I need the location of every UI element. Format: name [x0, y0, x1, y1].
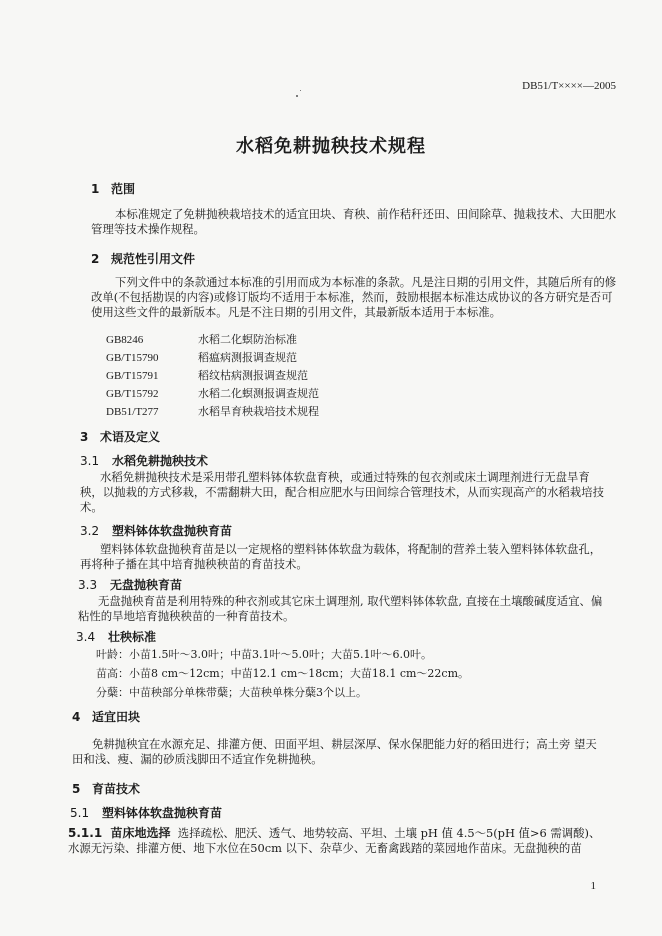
section-heading-2: 2 规范性引用文件	[91, 252, 196, 266]
subsection-3-3-paragraph: 无盘抛秧育苗是利用特殊的种衣剂或其它床土调理剂, 取代塑料钵体软盘, 直接在土壤酸碱度适宜、偏粘性的旱地培育抛秧秧苗的一种育苗技术。	[78, 594, 603, 623]
scan-speck	[300, 90, 301, 91]
scan-speck	[296, 95, 298, 97]
reference-item: GB/T15792 水稻二化螟测报调查规范	[106, 387, 319, 400]
subsection-3-1-paragraph: 水稻免耕抛秧技术是采用带孔塑料钵体软盘育秧，或通过特殊的包衣剂或床土调理剂进行无盘旱育秧，以抛栽的方式移栽，不需翻耕大田，配合相应肥水与田间综合管理技术，从而实现高产的水稻栽培技术。	[80, 470, 604, 514]
section-4-paragraph: 免耕抛秧宜在水源充足、排灌方便、田面平坦、耕层深厚、保水保肥能力好的稻田进行；高土旁 望天田和浅、瘦、漏的砂质浅脚田不适宜作免耕抛秧。	[72, 737, 597, 766]
reference-item: GB8246 水稻二化螟防治标准	[106, 333, 297, 346]
subsection-heading-3-1: 3.1 水稻免耕抛秧技术	[80, 454, 209, 468]
subsection-heading-3-3: 3.3 无盘抛秧育苗	[78, 578, 183, 592]
reference-item: GB/T15791 稻纹枯病测报调查规范	[106, 369, 308, 382]
subsection-heading-3-2: 3.2 塑料钵体软盘抛秧育苗	[80, 524, 233, 538]
subsection-heading-3-4: 3.4 壮秧标准	[76, 630, 157, 644]
document-id: DB51/T××××—2005	[522, 80, 616, 92]
section-2-paragraph: 下列文件中的条款通过本标准的引用而成为本标准的条款。凡是注日期的引用文件，其随后所有的修改单(不包括勘误的内容)或修订版均不适用于本标准，然而，鼓励根据本标准达成协议的各方研究是否可使用这些文件的最新版本。凡是不注日期的引用文件，其最新版本适用于本标准。	[91, 275, 617, 319]
page-title: 水稻免耕抛秧技术规程	[236, 136, 426, 157]
section-1-paragraph: 本标准规定了免耕抛秧栽培技术的适宜田块、育秧、前作秸秆还田、田间除草、抛栽技术、大田肥水管理等技术操作规程。	[91, 207, 617, 236]
subsection-3-2-paragraph: 塑料钵体软盘抛秧育苗是以一定规格的塑料钵体软盘为载体，将配制的营养土装入塑料钵体软盘孔，再将种子播在其中培育抛秧秧苗的育苗技术。	[80, 542, 602, 571]
subsection-heading-5-1: 5.1 塑料钵体软盘抛秧育苗	[70, 806, 223, 820]
subsection-heading-5-1-1: 5.1.1 苗床地选择	[68, 826, 171, 840]
seedling-standard-line: 苗高：小苗8 cm～12cm；中苗12.1 cm～18cm；大苗18.1 cm～22cm。	[96, 667, 470, 680]
reference-item: GB/T15790 稻瘟病测报调查规范	[106, 351, 297, 364]
seedling-standard-line: 叶龄：小苗1.5叶～3.0叶；中苗3.1叶～5.0叶；大苗5.1叶～6.0叶。	[96, 648, 432, 661]
subsection-5-1-1-paragraph: 5.1.1 苗床地选择 选择疏松、肥沃、透气、地势较高、平坦、土壤 pH 值 4.5～5(pH 值>6 需调酸)、水源无污染、排灌方便、地下水位在50cm 以下、杂草少、无畜禽践踏的菜园地作苗床。无盘抛秧的苗	[68, 826, 601, 855]
section-heading-5: 5 育苗技术	[72, 782, 141, 796]
section-heading-3: 3 术语及定义	[80, 430, 161, 444]
seedling-standard-line: 分蘖：中苗秧部分单株带蘖；大苗秧单株分蘖3个以上。	[96, 686, 367, 699]
reference-item: DB51/T277 水稻旱育秧栽培技术规程	[106, 405, 319, 418]
section-heading-1: 1 范围	[91, 182, 136, 196]
section-heading-4: 4 适宜田块	[72, 710, 141, 724]
page-number: 1	[590, 880, 596, 892]
